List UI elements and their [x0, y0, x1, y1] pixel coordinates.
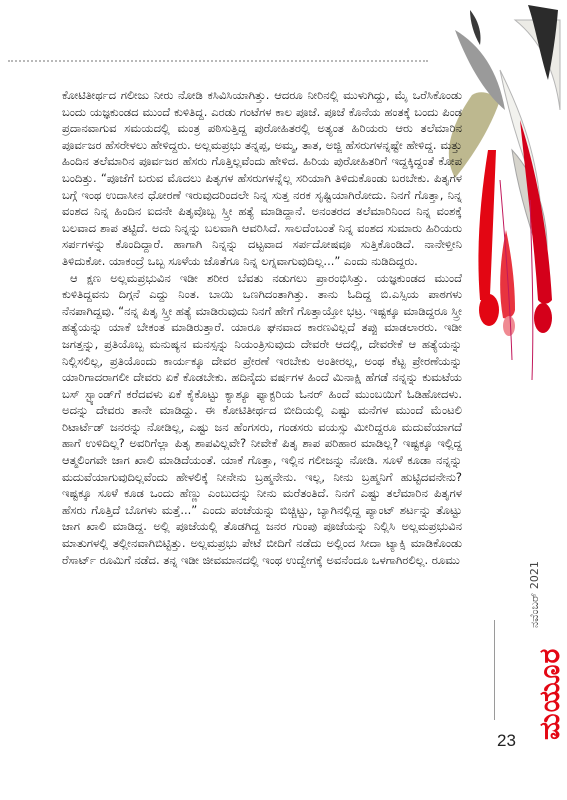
dark-stroke-shape-2 [470, 10, 481, 45]
magazine-name: ಮಯೂರ [533, 647, 566, 740]
footer-vertical-rule [494, 620, 495, 720]
issue-date: ನವೆಂಬರ್ 2021 [528, 561, 541, 628]
red-drop-shape [479, 294, 499, 326]
red-drop-shape-3 [503, 316, 515, 336]
article-body [62, 87, 462, 727]
article-paragraph: ಕೋಟಿತೀರ್ಥದ ಗಲೀಜು ನೀರು ನೋಡಿ ಕಸಿವಿಸಿಯಾಗಿತ್ತು. ಆದರೂ ನೀರಿನಲ್ಲಿ ಮುಳುಗಿದ್ದು, ಮೈ ಒರೆಸಿಕೊಂಡು ಬಂದು ಯಜ್ಞಕುಂಡದ ಮುಂದೆ ಕುಳಿತಿದ್ದ. ಎರಡು ಗಂಟೆಗಳ ಕಾಲ ಪೂಜೆ. ಪೂಜೆ ಕೊನೆಯ ಹಂತಕ್ಕೆ ಬಂದು ಪಿಂಡ ಪ್ರದಾನವಾಗುವ ಸಮಯದಲ್ಲಿ ಮಂತ್ರ ಪಠಿಸುತ್ತಿದ್ದ ಪುರೋಹಿತರಲ್ಲಿ ಅತ್ಯಂತ ಹಿರಿಯರು ಆರು ತಲೆಮಾರಿನ ಪೂರ್ವಜರ ಹೆಸರೇಳಲು ಹೇಳಿದ್ದರು. ಅಲ್ಲಮಪ್ರಭು ತನ್ನಪ್ಪ, ಅಮ್ಮ, ತಾತ, ಅಜ್ಜಿ ಹೆಸರುಗಳನ್ನಷ್ಟೇ ಹೇಳಿದ್ದ. ಮತ್ತು ಹಿಂದಿನ ತಲೆಮಾರಿನ ಪೂರ್ವಜರ ಹೆಸರು ಗೊತ್ತಿಲ್ಲವೆಂದು ಹೇಳಿದ. ಹಿರಿಯ ಪುರೋಹಿತರಿಗೆ ಇದ್ದಕ್ಕಿದ್ದಂತೆ ಕೋಪ ಬಂದಿತ್ತು. “ಪೂಜೆಗೆ ಬರುವ ಮೊದಲು ಪಿತೃಗಳ ಹೆಸರುಗಳನ್ನೆಲ್ಲ ಸರಿಯಾಗಿ ತಿಳಿದುಕೊಂಡು ಬರಬೇಕು. ಪಿತೃಗಳ ಬಗ್ಗೆ ಇಂಥ ಉದಾಸೀನ ಧೋರಣೆ ಇರುವುದರಿಂದಲೇ ನಿನ್ನ ಸುತ್ತ ನರಕ ಸೃಷ್ಟಿಯಾಗಿರೋದು. ನಿನಗೆ ಗೊತ್ತಾ, ನಿನ್ನ ವಂಶದ ನಿನ್ನ ಹಿಂದಿನ ಐದನೇ ಪಿತೃವೊಬ್ಬ ಸ್ತ್ರೀ ಹತ್ಯೆ ಮಾಡಿದ್ದಾನೆ. ಅನಂತರದ ತಲೆಮಾರಿನಿಂದ ನಿನ್ನ ವಂಶಕ್ಕೆ ಬಲವಾದ ಶಾಪ ತಟ್ಟಿದೆ. ಅದು ನಿನ್ನನ್ನು ಬಲವಾಗಿ ಆವರಿಸಿದೆ. ಸಾಲದೆಂಬಂತೆ ನಿನ್ನ ವಂಶದ ಸುಮಾರು ಹಿರಿಯರು ಸರ್ಪಗಳನ್ನು ಕೊಂದಿದ್ದಾರೆ. ಹಾಗಾಗಿ ನಿನ್ನನ್ನು ದಟ್ಟವಾದ ಸರ್ಪದೋಷವೂ ಸುತ್ತಿಕೊಂಡಿದೆ. ನಾನೇಳ್ತೀನಿ ತಿಳಿದುಕೋ. ಯಾಕಂದ್ರೆ ಒಬ್ಬ ಸೂಳೆಯ ಜೊತೆಗೂ ನಿನ್ನ ಲಗ್ನವಾಗುವುದಿಲ್ಲ...” ಎಂದು ನುಡಿದಿದ್ದರು. [62, 88, 462, 268]
red-stroke-shape [478, 150, 496, 300]
red-stroke-shape-2 [520, 120, 552, 304]
red-drop-shape-2 [534, 303, 552, 333]
article-paragraph: ಆ ಕ್ಷಣ ಅಲ್ಲಮಪ್ರಭುವಿನ ಇಡೀ ಶರೀರ ಬೆವತು ನಡುಗಲು ಪ್ರಾರಂಭಿಸಿತ್ತು. ಯಜ್ಞಕುಂಡದ ಮುಂದೆ ಕುಳಿತಿದ್ದವನು ದಿಗ್ಗನೆ ಎದ್ದು ನಿಂತ. ಬಾಯಿ ಒಣಗಿದಂತಾಗಿತ್ತು. ತಾನು ಓದಿದ್ದ ಬಿ.ಎಸ್ಸಿಯ ಪಾಠಗಳು ನೆನಪಾಗಿದ್ದವು. “ನನ್ನ ಪಿತೃ ಸ್ತ್ರೀ ಹತ್ಯೆ ಮಾಡಿರುವುದು ನಿನಗೆ ಹೇಗೆ ಗೊತ್ತಾಯ್ತೋ ಭಟ್ರ. ಇಷ್ಟಕ್ಕೂ ಮಾಡಿದ್ದರೂ ಸ್ತ್ರೀ ಹತ್ಯೆಯನ್ನು ಯಾಕೆ ಬೇಕಂತ ಮಾಡಿರುತ್ತಾರೆ. ಯಾರೂ ಘನವಾದ ಕಾರಣವಿಲ್ಲದೆ ತಪ್ಪು ಮಾಡಲಾರರು. ಇಡೀ ಜಗತ್ತನ್ನು, ಪ್ರತಿಯೊಬ್ಬ ಮನುಷ್ಯನ ಮನಸ್ಸನ್ನು ನಿಯಂತ್ರಿಸುವುದು ದೇವರೇ ಆದಲ್ಲಿ, ದೇವರೇಕೆ ಆ ಹತ್ಯೆಯನ್ನು ನಿಲ್ಲಿಸಲಿಲ್ಲ, ಪ್ರತಿಯೊಂದು ಕಾರ್ಯಕ್ಕೂ ದೇವರ ಪ್ರೇರಣೆ ಇರಬೇಕು ಅಂತೀರಲ್ಲ, ಅಂಥ ಕೆಟ್ಟ ಪ್ರೇರಣೆಯನ್ನು ಯಾರಿಗಾದರಾಗಲೀ ದೇವರು ಏಕೆ ಕೊಡಬೇಕು. ಹದಿನೈದು ವರ್ಷಗಳ ಹಿಂದೆ ಮಿನಾಕ್ಷಿ ಹೆಗಡೆ ನನ್ನನ್ನು ಕುಮಟೆಯ ಬಸ್ ಸ್ಟ್ಯಾಂಡ್‌ಗೆ ಕರೆದವಳು ಏಕೆ ಕೈಕೊಟ್ಟು ಕ್ಯಾಶ್ಯೂ ಫ್ಯಾಕ್ಟರಿಯ ಓನರ್ ಹಿಂದೆ ಮುಂಬಯಿಗೆ ಓಡಿಹೋದಳು. ಅದನ್ನು ದೇವರು ತಾನೇ ಮಾಡಿದ್ದು. ಈ ಕೋಟಿತೀರ್ಥದ ಬೀದಿಯಲ್ಲಿ ಎಷ್ಟು ಮನೆಗಳ ಮುಂದೆ ಮೆಂಟಲಿ ರಿಟಾರ್ಟೆಡ್ ಜನರನ್ನು ನೋಡಿಲ್ಲ, ಎಷ್ಟು ಜನ ಹೆಂಗಸರು, ಗಂಡಸರು ವಯಸ್ಸು ಮೀರಿದ್ದರೂ ಮದುವೆಯಾಗದೆ ಹಾಗೆ ಉಳಿದಿಲ್ಲ? ಅವರಿಗೆಲ್ಲಾ ಪಿತೃ ಶಾಪವಿಲ್ಲವೇ? ನೀವೇಕೆ ಪಿತೃ ಶಾಪ ಪರಿಹಾರ ಮಾಡಿಲ್ಲ? ಇಷ್ಟಕ್ಕೂ ಇಲ್ಲಿದ್ದ ಆತ್ಮಲಿಂಗವೇ ಜಾಗ ಖಾಲಿ ಮಾಡಿದೆಯಂತೆ. ಯಾಕೆ ಗೊತ್ತಾ, ಇಲ್ಲಿನ ಗಲೀಜನ್ನು ನೋಡಿ. ಸೂಳೆ ಕೂಡಾ ನನ್ನನ್ನು ಮದುವೆಯಾಗುವುದಿಲ್ಲವೆಂದು ಹೇಳಲಿಕ್ಕೆ ನೀನೇನು ಬ್ರಹ್ಮನೇನು. ಇಲ್ಲ, ನೀನು ಬ್ರಹ್ಮನಿಗೆ ಹುಟ್ಟಿದವನೇನು? ಇಷ್ಟಕ್ಕೂ ಸೂಳೆ ಕೂಡ ಒಂದು ಹೆಣ್ಣು ಎಂಬುದನ್ನು ನೀನು ಮರೆತಂತಿದೆ. ನಿನಗೆ ಎಷ್ಟು ತಲೆಮಾರಿನ ಪಿತೃಗಳ ಹೆಸರು ಗೊತ್ತಿದೆ ಬೊಗಳು ಮತ್ತೆ...” ಎಂದು ಪಂಚೆಯನ್ನು ಬಿಚ್ಚಿಟ್ಟು, ಬ್ಯಾಗಿನಲ್ಲಿದ್ದ ಪ್ಯಾಂಟ್ ಶರ್ಟನ್ನು ತೊಟ್ಟು ಜಾಗ ಖಾಲಿ ಮಾಡಿದ್ದ. ಅಲ್ಲಿ ಪೂಜೆಯಲ್ಲಿ ತೊಡಗಿದ್ದ ಜನರ ಗುಂಪು ಪೂಜೆಯನ್ನು ನಿಲ್ಲಿಸಿ ಅಲ್ಲಮಪ್ರಭುವಿನ ಮಾತುಗಳಲ್ಲಿ ತಲ್ಲೀನವಾಗಿಬಿಟ್ಟಿತ್ತು. ಅಲ್ಲಮಪ್ರಭು ಪೇಟೆ ಬೀದಿಗೆ ನಡೆದು ಅಲ್ಲಿಂದ ಸೀದಾ ಟ್ಯಾಕ್ಸಿ ಮಾಡಿಕೊಂಡು ರೆಸಾರ್ಟ್ ರೂಮಿಗೆ ನಡೆದ. ತನ್ನ ಇಡೀ ಜೀವಮಾನದಲ್ಲಿ ಇಂಥ ಉದ್ವೇಗಕ್ಕೆ ಅವನೆಂದೂ ಒಳಗಾಗಿರಲಿಲ್ಲ. ರೂಮು [62, 270, 462, 567]
page-number: 23 [497, 731, 516, 750]
